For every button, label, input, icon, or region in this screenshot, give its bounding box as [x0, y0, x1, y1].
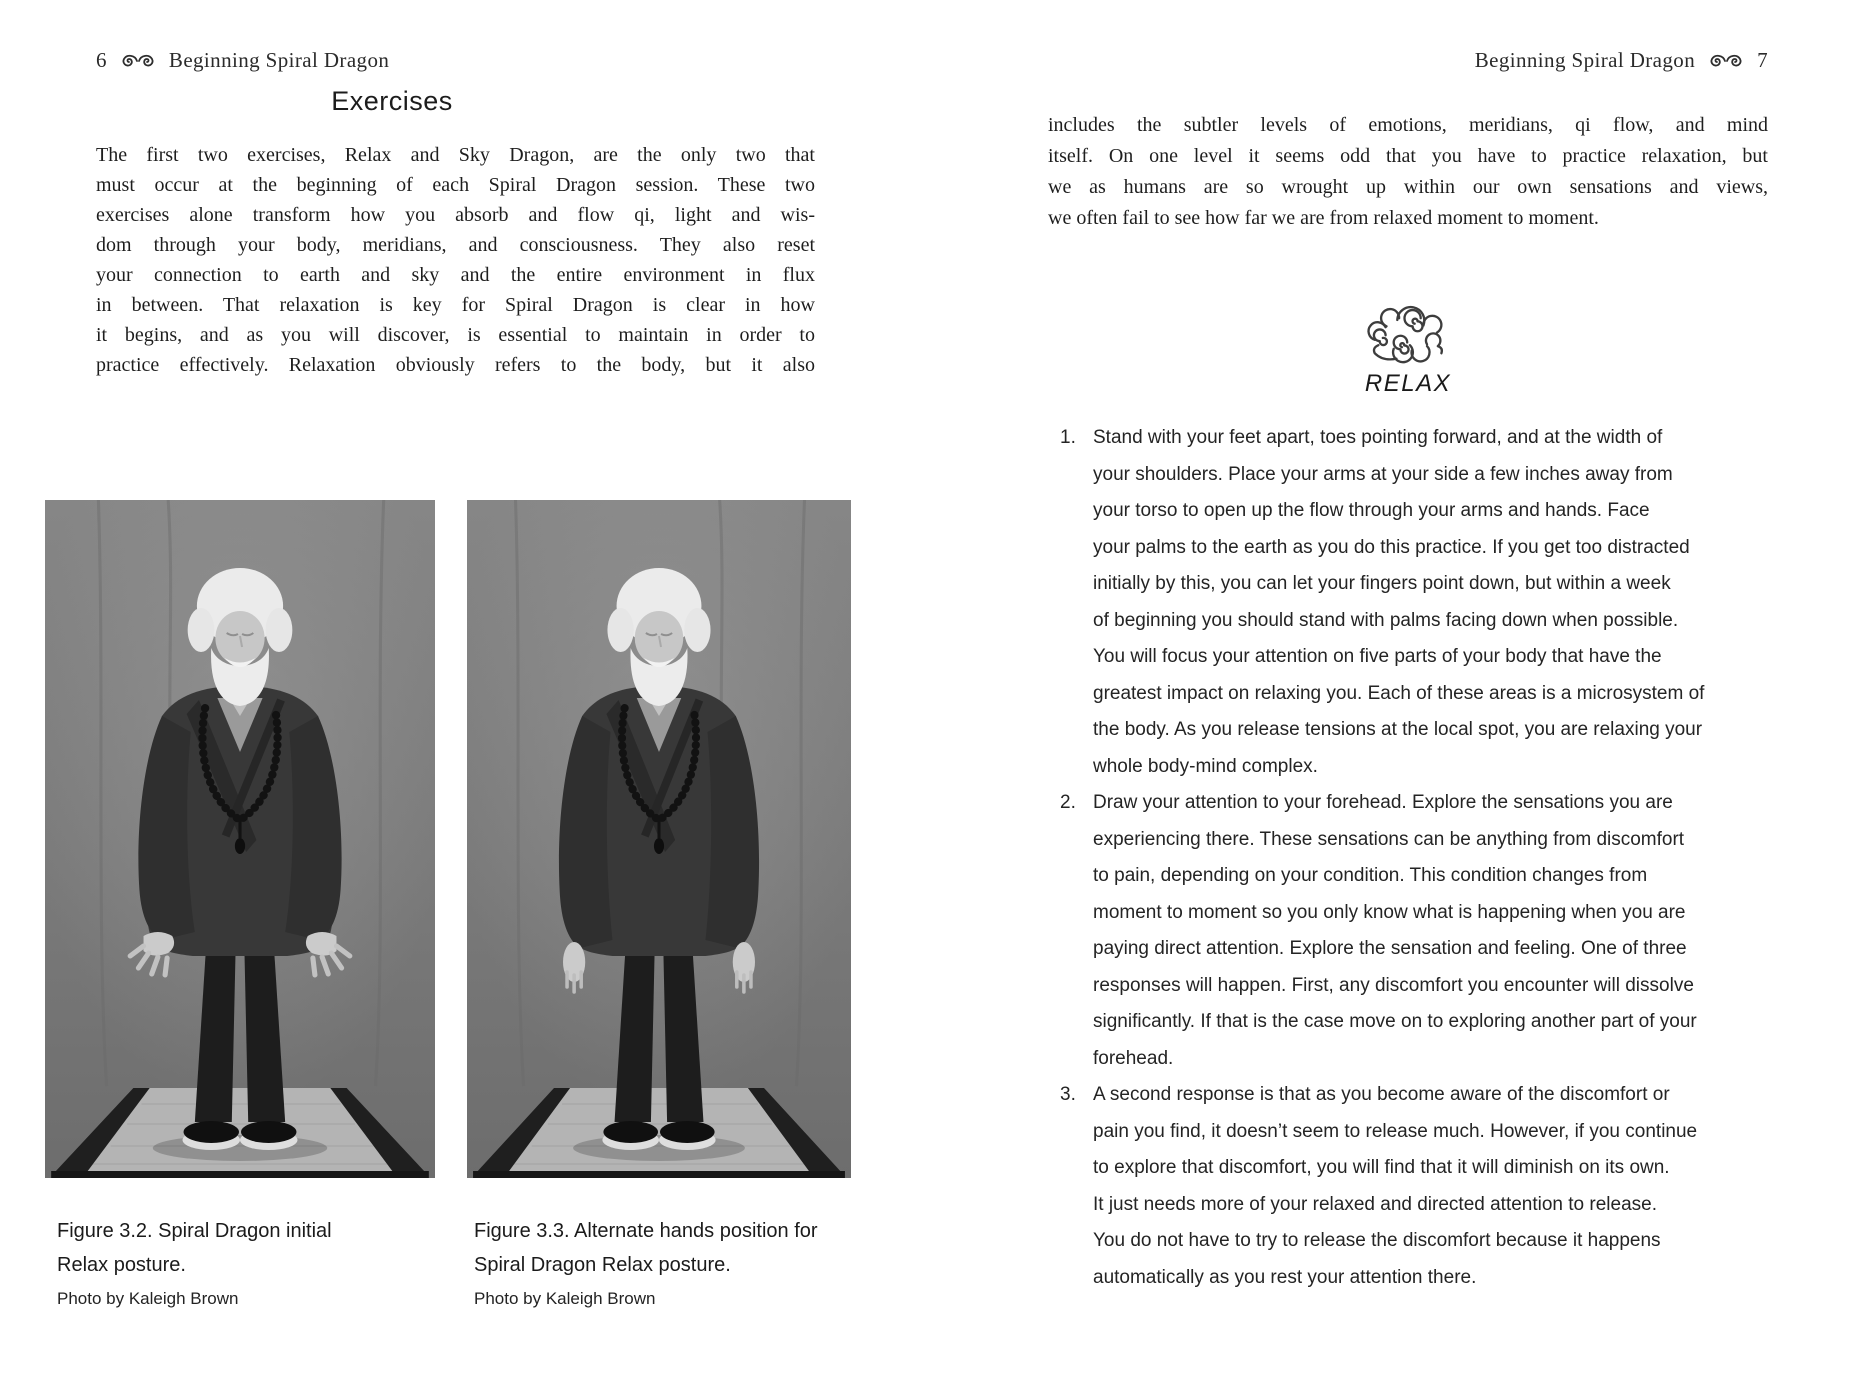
figure-3-2-photo — [45, 500, 435, 1178]
step-text-line: your palms to the earth as you do this practice. If you get too distracted — [1093, 536, 1690, 558]
step-text-line: paying direct attention. Explore the sensation and feeling. One of three — [1093, 938, 1687, 959]
caption-line: Spiral Dragon Relax posture. — [474, 1254, 731, 1276]
step-number: 1. — [1060, 427, 1076, 448]
step-text — [1093, 420, 1774, 785]
step-text-line: your shoulders. Place your arms at your side a few inches away from — [1093, 463, 1673, 485]
step-text — [1093, 785, 1774, 1077]
figure-3-2-credit: Photo by Kaleigh Brown — [57, 1289, 239, 1308]
left-page-paragraph — [96, 140, 815, 380]
text-line: we as humans are so wrought up within our own sensations and views, — [1048, 176, 1768, 198]
step-text-line: Draw your attention to your forehead. Explore the sensations you are — [1093, 792, 1673, 813]
step-text-line: You do not have to try to release the discomfort because it happens — [1093, 1230, 1661, 1251]
exercise-step — [1060, 1077, 1774, 1296]
caption-line: Figure 3.3. Alternate hands position for — [474, 1220, 818, 1242]
running-head-right — [1475, 48, 1768, 73]
exercise-step — [1060, 420, 1774, 785]
running-head-left — [96, 48, 389, 73]
figure-3-3-caption — [474, 1214, 851, 1282]
step-text-line: forehead. — [1093, 1047, 1174, 1069]
step-text-line: to pain, depending on your condition. This condition changes from — [1093, 865, 1648, 886]
text-line: in between. That relaxation is key for Spiral Dragon is clear in how — [96, 294, 815, 316]
text-line: dom through your body, meridians, and consciousness. They also reset — [96, 234, 815, 256]
step-text-line: A second response is that as you become aware of the discomfort or — [1093, 1084, 1670, 1105]
exercise-step — [1060, 785, 1774, 1077]
exercise-steps-list — [1060, 420, 1774, 1296]
text-line: your connection to earth and sky and the entire environment in flux — [96, 264, 815, 286]
step-text-line: experiencing there. These sensations can be anything from discomfort — [1093, 828, 1685, 850]
text-line: we often fail to see how far we are from relaxed moment to moment. — [1048, 207, 1599, 229]
step-number: 2. — [1060, 792, 1076, 813]
step-text-line: initially by this, you can let your fingers point down, but within a week — [1093, 573, 1671, 594]
step-text-line: pain you find, it doesn’t seem to release much. However, if you continue — [1093, 1120, 1698, 1142]
text-line: exercises alone transform how you absorb and flow qi, light and wis- — [96, 204, 815, 226]
text-line: must occur at the beginning of each Spiral Dragon session. These two — [96, 174, 815, 196]
double-spiral-ornament-icon — [121, 53, 155, 69]
step-text-line: significantly. If that is the case move on to exploring another part of your — [1093, 1011, 1697, 1032]
text-line: practice effectively. Relaxation obviously refers to the body, but it also — [96, 354, 815, 376]
right-page-paragraph — [1048, 110, 1768, 234]
section-title: Exercises — [331, 86, 453, 116]
step-text-line: responses will happen. First, any discomfort you encounter will dissolve — [1093, 974, 1694, 996]
step-text-line: the body. As you release tensions at the local spot, you are relaxing your — [1093, 719, 1703, 740]
step-text-line: You will focus your attention on five parts of your body that have the — [1093, 646, 1662, 667]
caption-line: Relax posture. — [57, 1254, 186, 1276]
figure-3-3-photo — [467, 500, 851, 1178]
step-text-line: to explore that discomfort, you will find that it will diminish on its own. — [1093, 1157, 1670, 1178]
step-text-line: Stand with your feet apart, toes pointing forward, and at the width of — [1093, 427, 1663, 448]
figure-3-2-caption — [57, 1214, 435, 1282]
double-spiral-ornament-icon — [1709, 53, 1743, 69]
figure-3-3-credit: Photo by Kaleigh Brown — [474, 1289, 656, 1308]
step-text-line: whole body-mind complex. — [1093, 755, 1318, 777]
step-text — [1093, 1077, 1774, 1296]
step-text-line: moment to moment so you only know what is happening when you are — [1093, 901, 1686, 923]
step-number: 3. — [1060, 1084, 1076, 1105]
step-text-line: It just needs more of your relaxed and directed attention to release. — [1093, 1193, 1657, 1215]
page-number-right: 7 — [1757, 48, 1768, 72]
cloud-ornament-icon — [1364, 291, 1454, 367]
page-number-left: 6 — [96, 48, 107, 72]
step-text-line: automatically as you rest your attention there. — [1093, 1266, 1477, 1288]
figure-3-2 — [45, 500, 435, 1310]
text-line: The first two exercises, Relax and Sky Dragon, are the only two that — [96, 144, 815, 166]
step-text-line: your torso to open up the flow through your arms and hands. Face — [1093, 500, 1650, 521]
text-line: itself. On one level it seems odd that you have to practice relaxation, but — [1048, 145, 1768, 167]
text-line: includes the subtler levels of emotions, meridians, qi flow, and mind — [1048, 114, 1768, 136]
caption-line: Figure 3.2. Spiral Dragon initial — [57, 1220, 332, 1242]
figure-3-3 — [467, 500, 851, 1310]
step-text-line: of beginning you should stand with palms facing down when possible. — [1093, 609, 1679, 631]
exercise-heading: RELAX — [1364, 370, 1452, 397]
running-title-right: Beginning Spiral Dragon — [1474, 48, 1696, 72]
running-title-left: Beginning Spiral Dragon — [168, 48, 390, 72]
text-line: it begins, and as you will discover, is essential to maintain in order to — [96, 324, 815, 346]
step-text-line: greatest impact on relaxing you. Each of these areas is a microsystem of — [1093, 682, 1705, 704]
